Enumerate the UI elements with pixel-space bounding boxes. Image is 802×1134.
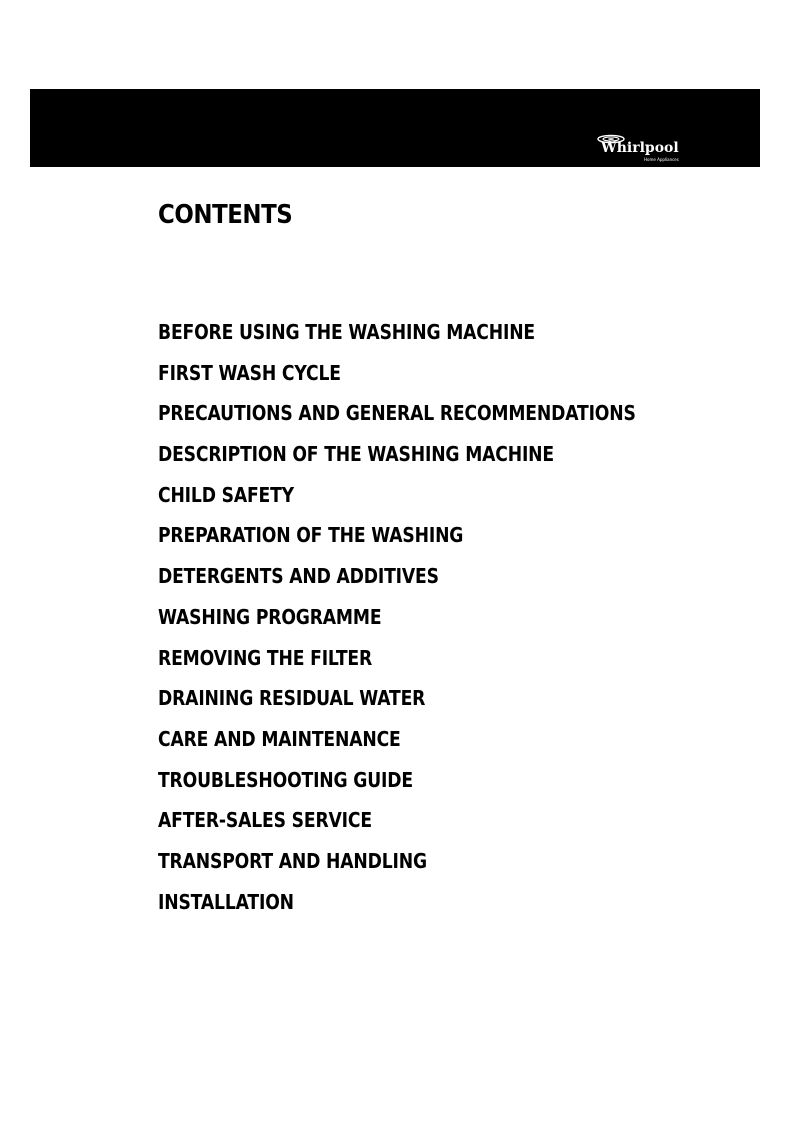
brand-tagline: Home Appliances <box>644 157 679 162</box>
toc-item: DESCRIPTION OF THE WASHING MACHINE <box>158 442 554 467</box>
toc-item: FIRST WASH CYCLE <box>158 360 341 385</box>
page-title: CONTENTS <box>158 200 293 230</box>
brand-name: Whirlpool <box>601 140 679 156</box>
toc-item: REMOVING THE FILTER <box>158 645 373 670</box>
toc-item: WASHING PROGRAMME <box>158 604 382 629</box>
toc-item: AFTER-SALES SERVICE <box>158 808 372 833</box>
toc-item: CARE AND MAINTENANCE <box>158 726 401 751</box>
toc-item: TRANSPORT AND HANDLING <box>158 848 427 873</box>
toc-item: PREPARATION OF THE WASHING <box>158 523 464 548</box>
toc-item: DETERGENTS AND ADDITIVES <box>158 564 439 589</box>
toc-item: TROUBLESHOOTING GUIDE <box>158 767 413 792</box>
toc-item: DRAINING RESIDUAL WATER <box>158 686 426 711</box>
toc-item: BEFORE USING THE WASHING MACHINE <box>158 320 536 344</box>
toc-item: PRECAUTIONS AND GENERAL RECOMMENDATIONS <box>158 401 636 426</box>
table-of-contents <box>158 316 713 926</box>
toc-item: INSTALLATION <box>158 889 294 914</box>
whirlpool-logo <box>596 134 686 164</box>
toc-item: CHILD SAFETY <box>158 482 294 507</box>
